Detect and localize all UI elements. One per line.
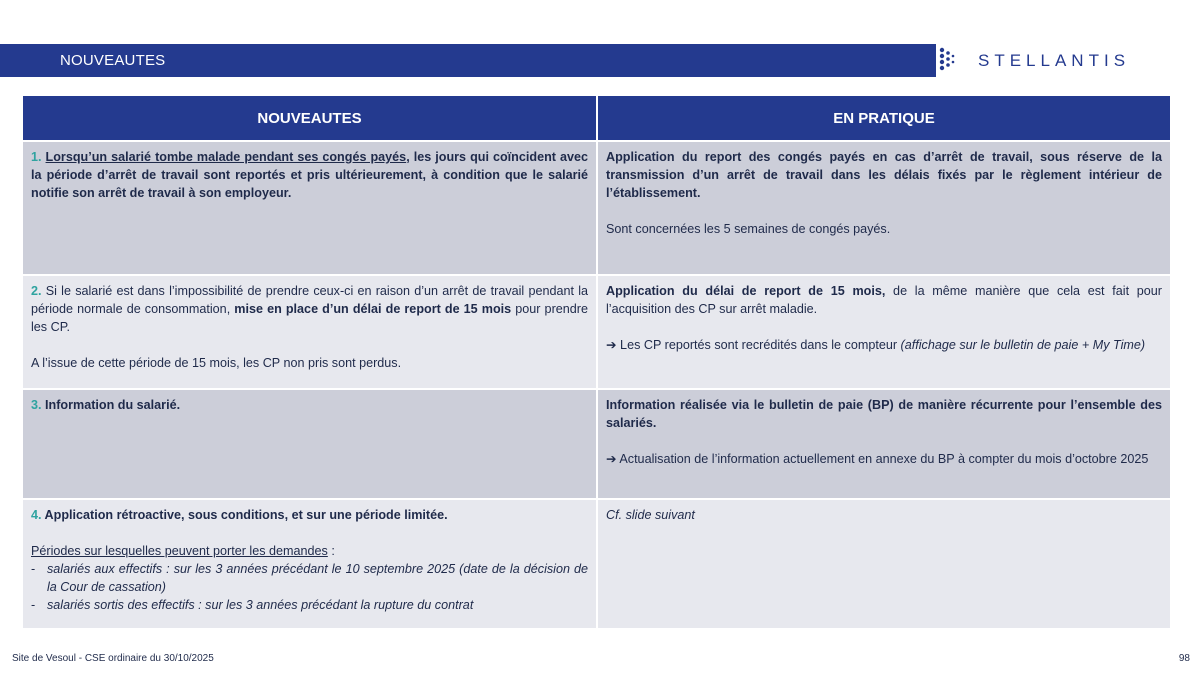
periods-label: Périodes sur lesquelles peuvent porter les demandes: [31, 544, 328, 558]
row1-right-bold: Application du report des congés payés en cas d’arrêt de travail, sous réserve de la transmission d’un arrêt de travail dans les délais fixés par le règlement intérieur de l’établissement.: [606, 150, 1162, 200]
column-header-nouveautes: NOUVEAUTES: [23, 96, 598, 140]
list-item: [31, 596, 588, 614]
row1-right-cell: [598, 140, 1170, 274]
row-number: 1.: [31, 150, 42, 164]
row2-right-text2: Les CP reportés sont recrédités dans le compteur: [616, 338, 901, 352]
content-table: [23, 96, 1170, 628]
table-row: [23, 388, 1170, 498]
row2-left-text2: pour prendre les CP.: [31, 302, 588, 334]
row2-left-text1: Si le salarié est dans l’impossibilité de prendre ceux-ci en raison d’un arrêt de travail pendant la période normale de consommation,: [31, 284, 588, 316]
row1-right-text: Sont concernées les 5 semaines de congés payés.: [606, 222, 891, 236]
row3-right-bold: Information réalisée via le bulletin de paie (BP) de manière récurrente pour l’ensemble des salariés.: [606, 398, 1162, 430]
row2-left-cell: [23, 274, 598, 388]
row1-underlined-text: Lorsqu’un salarié tombe malade pendant ses congés payés: [45, 150, 407, 164]
arrow-icon: ➔: [606, 452, 617, 466]
list-item: [31, 560, 588, 596]
row4-left-bold: Application rétroactive, sous conditions, et sur une période limitée.: [41, 508, 448, 522]
page-title: NOUVEAUTES: [60, 52, 166, 69]
table-row: [23, 274, 1170, 388]
column-header-en-pratique: EN PRATIQUE: [598, 96, 1170, 140]
row3-right-cell: [598, 388, 1170, 498]
row2-left-bold: mise en place d’un délai de report de 15 mois: [234, 302, 512, 316]
footer-text: Site de Vesoul - CSE ordinaire du 30/10/2025: [12, 653, 214, 664]
logo-text: STELLANTIS: [978, 51, 1131, 70]
row2-left-para2: A l’issue de cette période de 15 mois, les CP non pris sont perdus.: [31, 356, 402, 370]
row4-right-italic: Cf. slide suivant: [606, 508, 695, 522]
dash-bullet: -: [31, 562, 36, 576]
row3-left-bold: Information du salarié.: [41, 398, 181, 412]
row-number: 2.: [31, 284, 42, 298]
periods-colon: :: [327, 544, 335, 558]
row4-right-cell: [598, 498, 1170, 628]
row2-right-cell: [598, 274, 1170, 388]
stellantis-logo: [936, 43, 1148, 79]
period-item-2: salariés sortis des effectifs : sur les 3 années précédant la rupture du contrat: [47, 598, 474, 612]
row2-right-italic: (affichage sur le bulletin de paie + My Time): [900, 338, 1146, 352]
row1-left-text: , les jours qui coïncident avec la période d’arrêt de travail sont reportés et pris ultérieurement, à condition que le salarié notifie son arrêt de travail à son employeur.: [31, 150, 588, 200]
row-number: 3.: [31, 398, 42, 412]
row1-left-cell: [23, 140, 598, 274]
arrow-icon: ➔: [606, 338, 617, 352]
dash-bullet: -: [31, 598, 36, 612]
table-row: [23, 140, 1170, 274]
period-item-1: salariés aux effectifs : sur les 3 années précédant le 10 septembre 2025 (date de la décision de la Cour de cassation): [47, 562, 588, 594]
row4-left-cell: [23, 498, 598, 628]
row2-right-text: de la même manière que cela est fait pour l’acquisition des CP sur arrêt maladie.: [606, 284, 1162, 316]
page-number: 98: [1178, 653, 1190, 664]
row-number: 4.: [31, 508, 42, 522]
logo-dots-icon: [936, 43, 960, 79]
row3-right-text2: Actualisation de l’information actuellement en annexe du BP à compter du mois d’octobre 2025: [616, 452, 1149, 466]
row3-left-cell: [23, 388, 598, 498]
row2-right-bold: Application du délai de report de 15 mois,: [606, 284, 886, 298]
table-row: [23, 498, 1170, 628]
